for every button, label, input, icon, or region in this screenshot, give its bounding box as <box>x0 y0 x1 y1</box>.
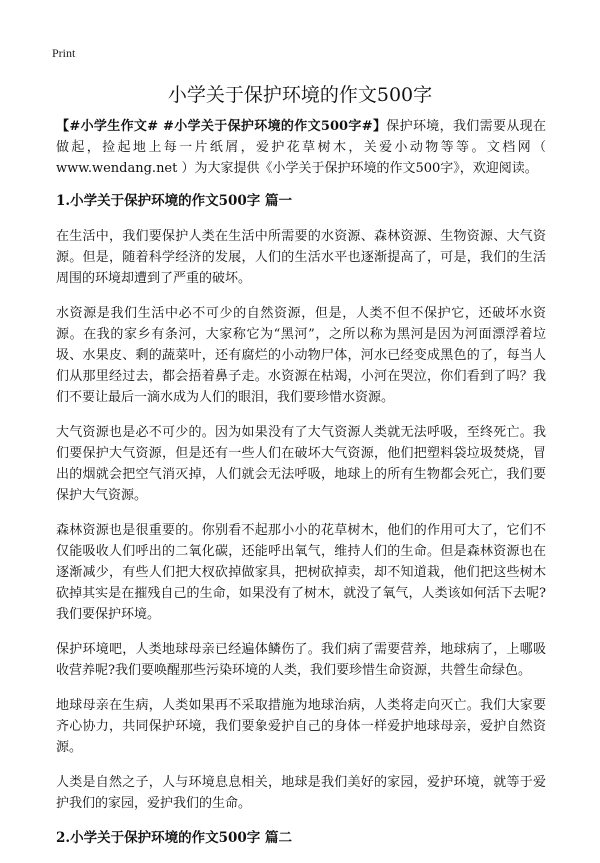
intro-paragraph <box>56 116 546 179</box>
paragraph: 大气资源也是必不可少的。因为如果没有了大气资源人类就无法呼吸，至终死亡。我们要保护大气资源，但是还有一些人们在破坏大气资源，他们把塑料袋垃圾焚烧，冒出的烟就会把空气消灭掉，人们就会无法呼吸，地球上的所有生物都会死亡，我们要保护大气资源。 <box>56 425 546 503</box>
paragraph: 地球母亲在生病，人类如果再不采取措施为地球治病，人类将走向灭亡。我们大家要齐心协力，共同保护环境，我们要象爱护自己的身体一样爱护地球母亲，爱护自然资源。 <box>56 698 546 755</box>
paragraph: 森林资源也是很重要的。你别看不起那小小的花草树木，他们的作用可大了，它们不仅能吸收人们呼出的二氧化碳，还能呼出氧气，维持人们的生命。但是森林资源也在逐渐减少，有些人们把大杈砍掉做家具，把树砍掉卖，却不知道栽，他们把这些树木砍掉其实是在摧残自己的生命，如果没有了树木，就没了氧气，人类该如何活下去呢?我们要保护环境。 <box>56 523 546 622</box>
section-heading-1: 1.小学关于保护环境的作文500字 篇一 <box>56 193 292 209</box>
page-title: 小学关于保护环境的作文500字 <box>167 84 433 106</box>
paragraph: 人类是自然之子，人与环境息息相关，地球是我们美好的家园，爱护环境，就等于爱护我们的家园，爱护我们的生命。 <box>56 775 546 811</box>
intro-text: 保护环境，我们需要从现在做起，捡起地上每一片纸屑，爱护花草树木，关爱小动物等等。文档网（ www.wendang.net ）为大家提供《小学关于保护环境的作文500字》，欢迎阅读。 <box>56 119 546 176</box>
paragraph: 水资源是我们生活中必不可少的自然资源，但是，人类不但不保护它，还破坏水资源。在我的家乡有条河，大家称它为“黑河”，之所以称为黑河是因为河面漂浮着垃圾、水果皮、剩的蔬菜叶，还有腐烂的小动物尸体，河水已经变成黑色的了，每当人们从那里经过去，都会捂着鼻子走。水资源在枯竭，小河在哭泣，你们看到了吗？我们不要让最后一滴水成为人们的眼泪，我们要珍惜水资源。 <box>56 306 546 405</box>
paragraph: 保护环境吧，人类地球母亲已经遍体鳞伤了。我们病了需要营养，地球病了，上哪吸收营养呢?我们要唤醒那些污染环境的人类，我们要珍惜生命资源，共營生命绿色。 <box>56 642 546 678</box>
paragraph: 在生活中，我们要保护人类在生活中所需要的水资源、森林资源、生物资源、大气资源。但是，随着科学经济的发展，人们的生活水平也逐渐提高了，可是，我们的生活周围的环境却遭到了严重的破坏。 <box>56 229 546 286</box>
print-label[interactable]: Print <box>52 46 76 60</box>
section-heading-2: 2.小学关于保护环境的作文500字 篇二 <box>56 830 292 846</box>
article-body <box>56 116 546 863</box>
intro-tags: 【#小学生作文# #小学关于保护环境的作文500字#】 <box>56 119 387 134</box>
